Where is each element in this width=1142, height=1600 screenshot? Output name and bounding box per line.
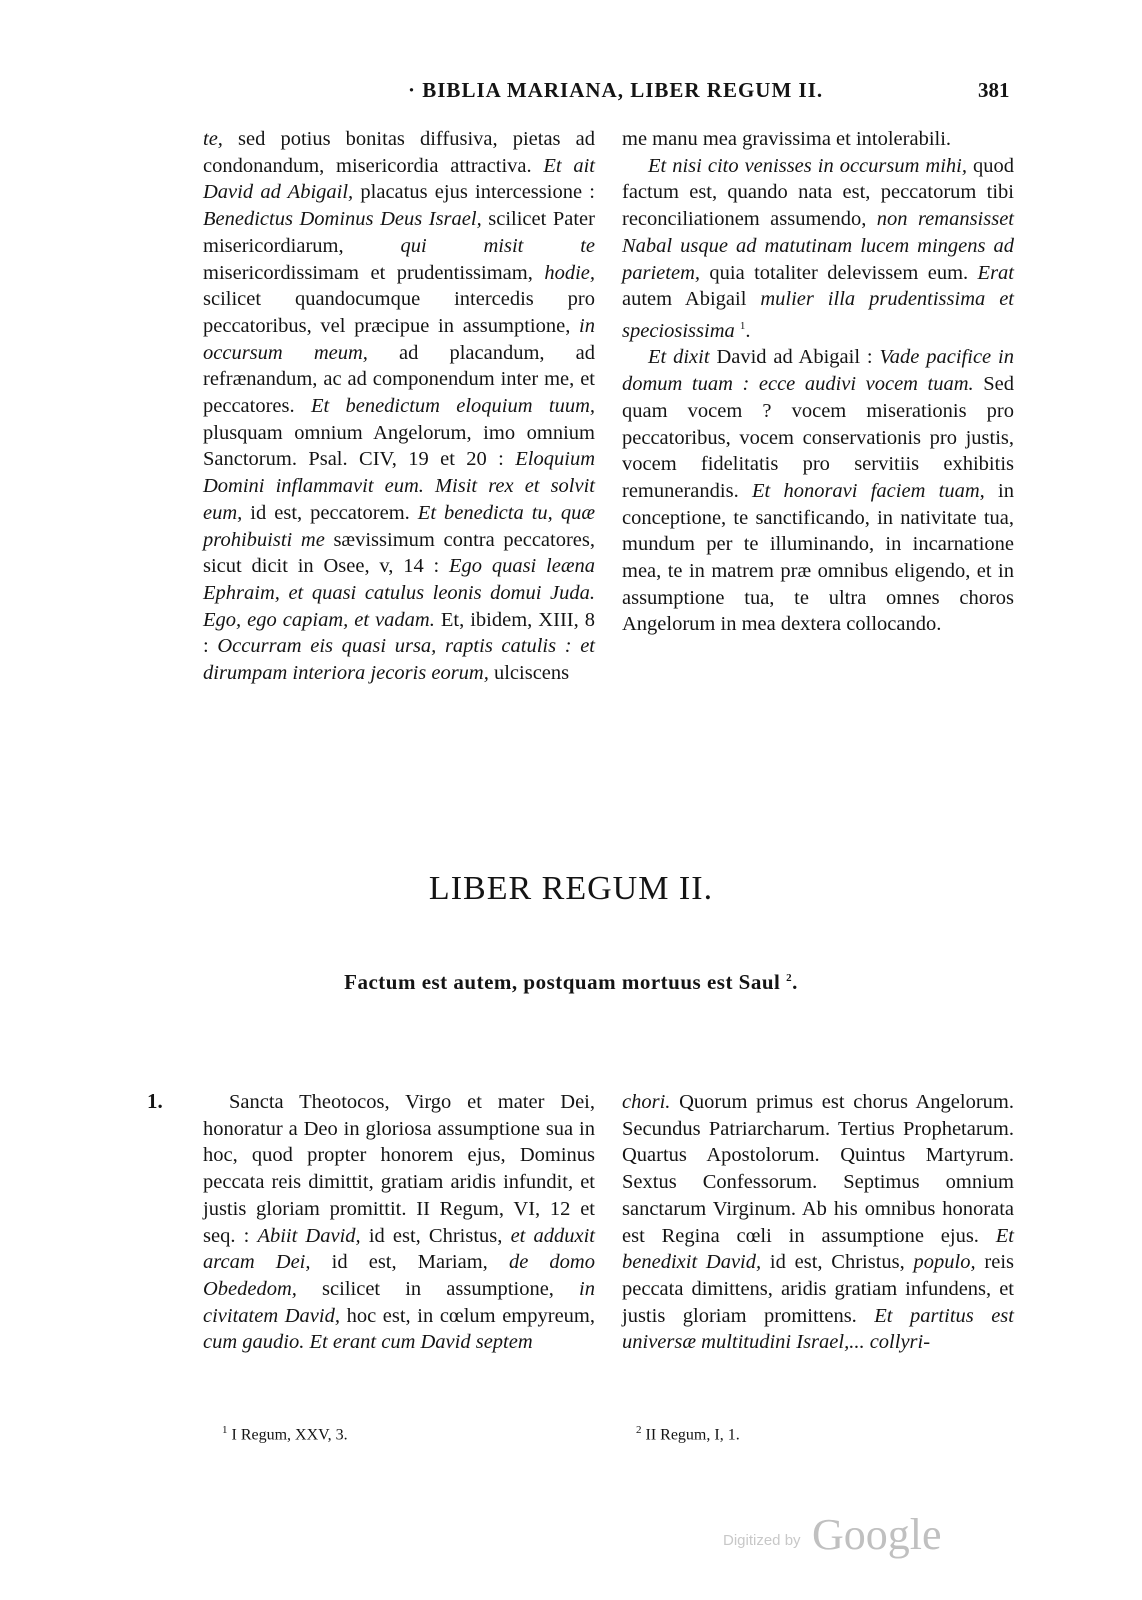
text-span: scilicet quandocumque intercedis pro peccatoribus, vel præcipue in assumptione, bbox=[203, 288, 595, 337]
text-span: Vade pacifice in domum tuam : ecce audivi vocem tuam. bbox=[622, 346, 1014, 396]
text-span: hodie, bbox=[544, 261, 595, 284]
text-span: Et benedictum eloquium tuum, bbox=[310, 395, 595, 418]
text-span: reis peccata dimittens, aridis gratiam infundens, et justis gloriam promittens. bbox=[622, 1251, 1014, 1327]
text-span: chori. bbox=[622, 1091, 671, 1113]
text-span: Quorum primus est chorus Angelorum. Secundus Patriarcharum. Tertius Prophetarum. Quartus Apostolorum. Quintus Martyrum. Sextus Confessorum. Septimus omnium sanctarum Virginum. Ab his omnibus honorata est Regina cœli in assumptione ejus. bbox=[622, 1091, 1014, 1247]
text-span: sed potius bonitas diffusiva, pietas ad condonandum, misericordia attractiva. bbox=[203, 128, 595, 177]
footnote-right bbox=[636, 1424, 740, 1444]
text-span: ad placandum, ad refrænandum, ac ad componendum inter me, et peccatores. bbox=[203, 341, 595, 418]
left-column-bottom bbox=[203, 1089, 595, 1356]
text-span: cum gaudio. Et erant cum David septem bbox=[203, 1331, 533, 1354]
text-span: Et nisi cito venisses in occursum mihi, bbox=[648, 154, 967, 177]
left-column-top bbox=[203, 126, 595, 687]
text-span: id est, Christus, bbox=[360, 1224, 511, 1247]
footnote-text: I Regum, XXV, 3. bbox=[227, 1426, 348, 1444]
text-span: in occursum meum, bbox=[203, 314, 595, 364]
text-span: in conceptione, te sanctificando, in nativitate tua, mundum per te illuminando, in incarnatione mea, te in matrem præ omnibus eligendo, et in assumptione tua, te ultra omnes choros Angelorum in mea dextera collocando. bbox=[622, 479, 1014, 636]
text-span: misericordissimam et prudentissimam, bbox=[203, 261, 545, 284]
text-span: id est, peccatorem. bbox=[242, 501, 418, 524]
text-span: scilicet in assumptione, bbox=[296, 1277, 580, 1300]
text-span: Et benedicta tu, quæ prohibuisti me bbox=[203, 501, 595, 551]
paragraph: me manu mea gravissima et intolerabili. bbox=[622, 128, 952, 150]
text-span: scilicet Pater misericordiarum, bbox=[203, 208, 595, 257]
text-span: Erat bbox=[977, 261, 1014, 284]
incipit-text: Factum est autem, postquam mortuus est Saul bbox=[344, 970, 781, 994]
text-span: Abiit David, bbox=[257, 1224, 361, 1247]
section-title: LIBER REGUM II. bbox=[428, 870, 714, 907]
running-head: · BIBLIA MARIANA, LIBER REGUM II. bbox=[408, 78, 824, 102]
text-span: quod factum est, quando nata est, peccatorum tibi reconciliationem assumendo, bbox=[622, 154, 1015, 231]
text-span: Et partitus est universæ multitudini Israel,... collyri- bbox=[622, 1304, 1014, 1354]
text-span: David ad Abigail : bbox=[709, 346, 880, 369]
text-span: Occurram eis quasi ursa, raptis catulis : et dirumpam interiora jecoris eorum, bbox=[203, 635, 595, 685]
text-span: Et dixit bbox=[648, 346, 710, 369]
text-span: mulier illa prudentissima et speciosissima bbox=[622, 288, 1015, 342]
text-span: id est, Christus, bbox=[761, 1251, 914, 1274]
text-span: plusquam omnium Angelorum, imo omnium Sanctorum. Psal. CIV, 19 et 20 : bbox=[203, 421, 595, 471]
footnote-ref: 1 bbox=[739, 319, 746, 332]
text-span: Et honoravi faciem tuam, bbox=[751, 479, 985, 502]
text-span: qui misit te bbox=[400, 234, 595, 257]
text-span: placatus ejus intercessione : bbox=[353, 181, 595, 204]
right-column-bottom bbox=[622, 1089, 1014, 1356]
text-span: et adduxit arcam Dei, bbox=[203, 1224, 595, 1274]
footnote-text: II Regum, I, 1. bbox=[641, 1426, 740, 1444]
text-span: ulciscens bbox=[488, 662, 570, 685]
text-span: te, bbox=[203, 128, 223, 150]
text-span: Et ait David ad Abigail, bbox=[203, 154, 596, 204]
text-span: Sed quam vocem ? vocem miserationis pro peccatoribus, vocem conservationis pro justis, vocem fidelitatis pro servitiis exhibitis remunerandis. bbox=[622, 373, 1014, 502]
page-number: 381 bbox=[978, 78, 1010, 102]
text-span: populo, bbox=[913, 1251, 976, 1274]
text-span: Ego quasi leæna Ephraim, et quasi catulus leonis domui Juda. Ego, ego capiam, et vadam. bbox=[203, 555, 595, 631]
text-span: quia totaliter delevissem eum. bbox=[700, 261, 978, 284]
text-span: Sancta Theotocos, Virgo et mater Dei, honoratur a Deo in gloriosa assumptione sua in hoc, quod propter honorem ejus, Dominus peccata reis dimittit, gratiam aridis infundit, et justis gloriam promittit. II Regum, VI, 12 et seq. : bbox=[203, 1091, 595, 1247]
text-span: Eloquium Domini inflammavit eum. Misit rex et solvit eum, bbox=[203, 448, 595, 524]
verse-number: 1. bbox=[147, 1089, 163, 1113]
text-span: autem Abigail bbox=[622, 288, 761, 311]
text-span: id est, Mariam, bbox=[310, 1251, 509, 1274]
footnote-ref: 2 bbox=[786, 972, 793, 984]
right-column-top bbox=[622, 126, 1014, 638]
text-span: de domo Obededom, bbox=[203, 1251, 595, 1300]
text-span: sævissimum contra peccatores, sicut dicit in Osee, v, 14 : bbox=[203, 528, 595, 578]
text-span: Benedictus Dominus Deus Israel, bbox=[203, 208, 482, 231]
text-span: Et, ibidem, XIII, 8 : bbox=[203, 608, 595, 658]
text-span: non remansisset Nabal usque ad matutinam lucem mingens ad parietem, bbox=[622, 208, 1015, 284]
footnote-left bbox=[222, 1424, 348, 1444]
text-span: . bbox=[745, 319, 751, 342]
footnote-mark: 2 bbox=[636, 1424, 642, 1436]
text-span: Et benedixit David, bbox=[622, 1224, 1014, 1274]
text-span: hoc est, in cœlum empyreum, bbox=[339, 1304, 596, 1327]
text-span: in civitatem David, bbox=[203, 1277, 595, 1327]
digitized-label: Digitized by bbox=[723, 1532, 801, 1549]
incipit: Factum est autem, postquam mortuus est Saul $^2$. bbox=[344, 970, 798, 994]
google-watermark: Google bbox=[812, 1510, 942, 1559]
footnote-mark: 1 bbox=[222, 1424, 228, 1436]
